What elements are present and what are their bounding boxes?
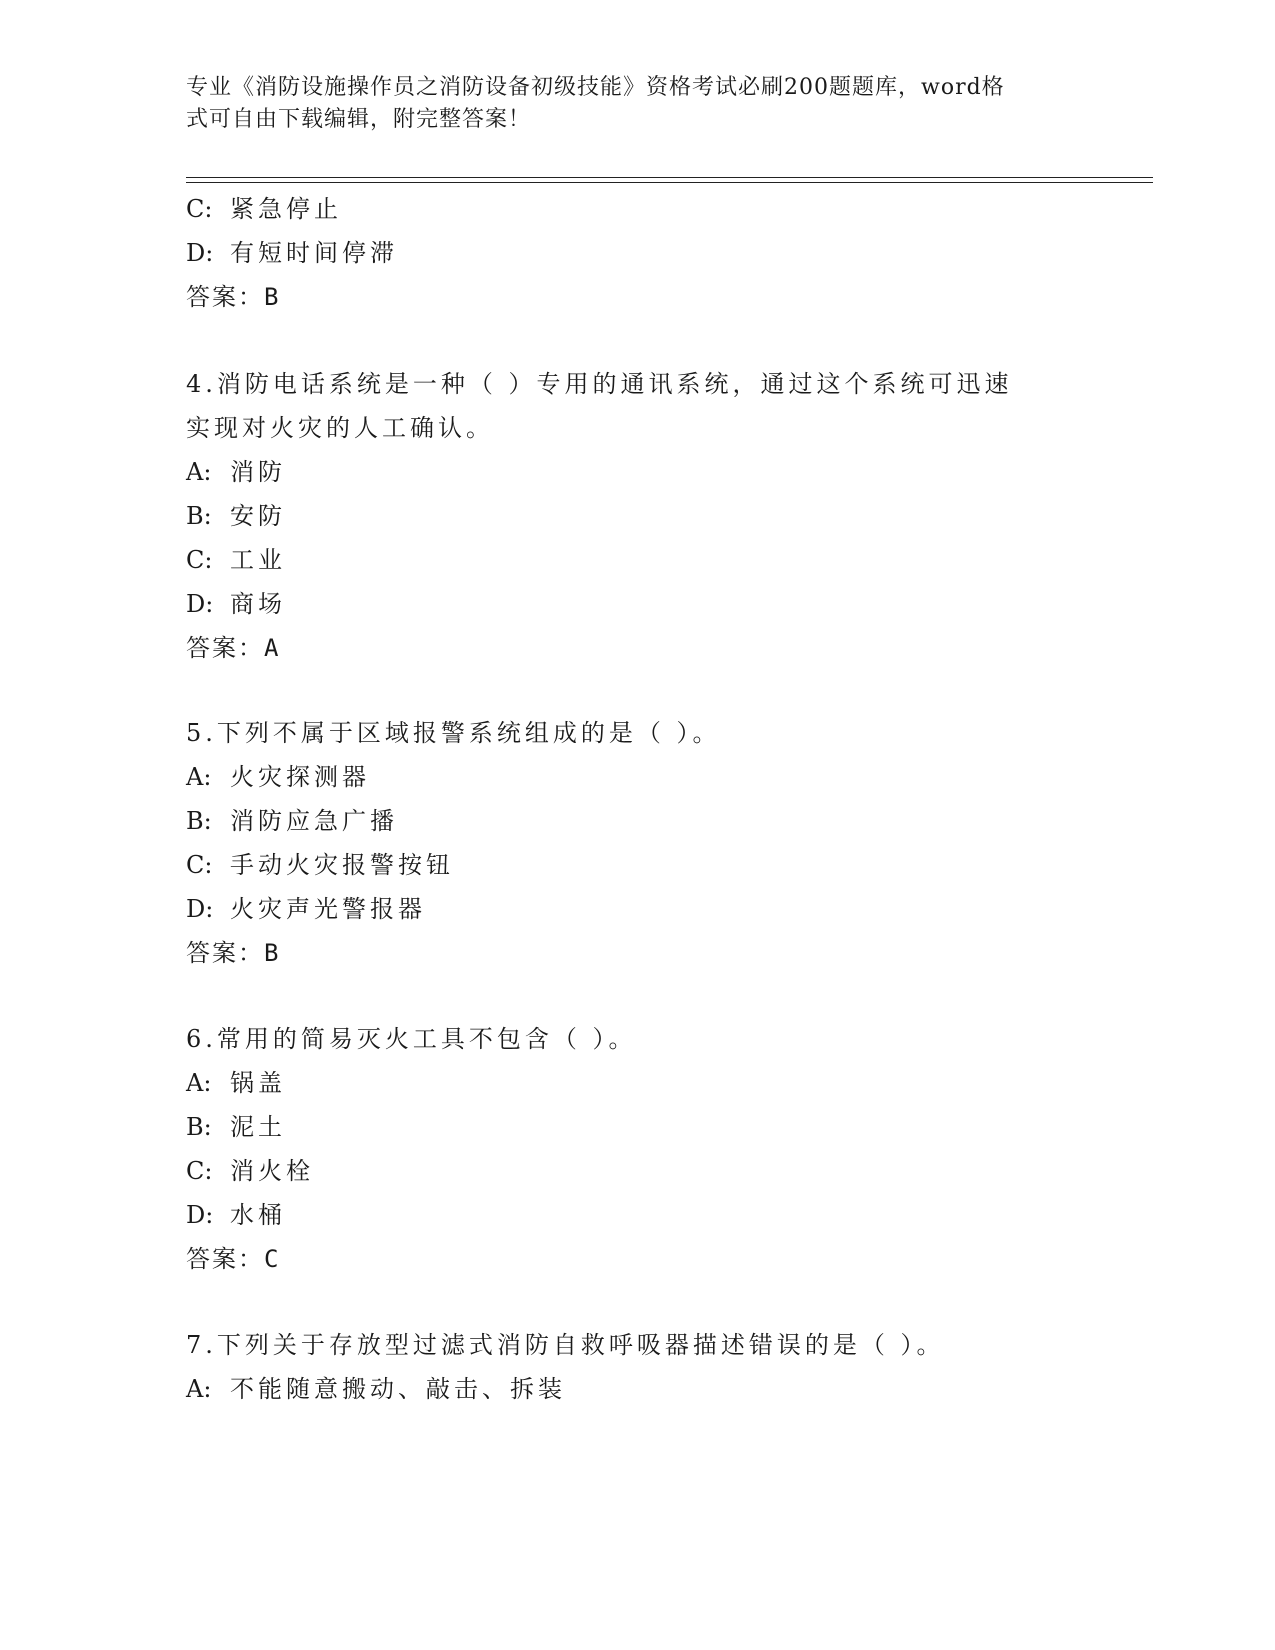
header-divider-bottom: [186, 182, 1153, 183]
option-d: [186, 894, 426, 924]
option-text: 不能随意搬动、敲击、拆装: [230, 1375, 566, 1403]
question-stem-continued: 实现对火灾的人工确认。: [186, 414, 494, 442]
option-letter: B:: [186, 807, 212, 835]
option-letter: C:: [186, 546, 213, 574]
option-a: [186, 762, 370, 792]
answer-label: 答案：: [186, 1245, 264, 1273]
option-text: 火灾声光警报器: [230, 895, 426, 923]
option-text: 消防应急广播: [230, 807, 398, 835]
option-d: [186, 238, 398, 268]
option-text: 消火栓: [230, 1157, 314, 1185]
header-line-1: 专业《消防设施操作员之消防设备初级技能》资格考试必刷200题题库，word格: [186, 75, 1005, 100]
answer: [186, 633, 280, 663]
question-stem: 4.消防电话系统是一种（ ）专用的通讯系统，通过这个系统可迅速: [186, 370, 1013, 398]
option-text: 工业: [230, 546, 286, 574]
answer-value: A: [264, 634, 281, 662]
option-a: [186, 457, 286, 487]
answer-label: 答案：: [186, 283, 264, 311]
option-text: 锅盖: [230, 1069, 286, 1097]
option-b: [186, 1112, 286, 1142]
option-text: 手动火灾报警按钮: [230, 851, 454, 879]
answer: [186, 1244, 280, 1274]
answer-label: 答案：: [186, 634, 264, 662]
option-letter: A:: [186, 1069, 212, 1097]
answer: [186, 938, 280, 968]
option-letter: C:: [186, 195, 213, 223]
option-text: 紧急停止: [230, 195, 342, 223]
option-a: [186, 1374, 566, 1404]
option-letter: C:: [186, 851, 213, 879]
answer-value: B: [264, 283, 281, 311]
option-letter: B:: [186, 1113, 212, 1141]
option-letter: C:: [186, 1157, 213, 1185]
option-text: 火灾探测器: [230, 763, 370, 791]
option-letter: A:: [186, 458, 212, 486]
answer-value: C: [264, 1245, 281, 1273]
header-divider-top: [186, 177, 1153, 178]
option-c: [186, 850, 454, 880]
question-stem: 7.下列关于存放型过滤式消防自救呼吸器描述错误的是（ ）。: [186, 1331, 945, 1359]
option-letter: B:: [186, 502, 212, 530]
option-letter: D:: [186, 1201, 214, 1229]
answer-value: B: [264, 939, 281, 967]
option-b: [186, 501, 286, 531]
option-text: 水桶: [230, 1201, 286, 1229]
document-header: [186, 72, 1086, 136]
option-text: 商场: [230, 590, 286, 618]
option-c: [186, 1156, 314, 1186]
option-letter: D:: [186, 895, 214, 923]
option-d: [186, 589, 286, 619]
option-c: [186, 194, 342, 224]
option-text: 有短时间停滞: [230, 239, 398, 267]
option-a: [186, 1068, 286, 1098]
option-c: [186, 545, 286, 575]
option-text: 泥土: [230, 1113, 286, 1141]
option-d: [186, 1200, 286, 1230]
option-text: 消防: [230, 458, 286, 486]
header-line-2: 式可自由下载编辑，附完整答案！: [186, 107, 532, 132]
option-letter: A:: [186, 1375, 212, 1403]
option-b: [186, 806, 398, 836]
question-stem: 5.下列不属于区域报警系统组成的是（ ）。: [186, 719, 721, 747]
option-letter: D:: [186, 590, 214, 618]
answer-label: 答案：: [186, 939, 264, 967]
answer: [186, 282, 280, 312]
option-letter: A:: [186, 763, 212, 791]
option-letter: D:: [186, 239, 214, 267]
question-stem: 6.常用的简易灭火工具不包含（ ）。: [186, 1025, 637, 1053]
option-text: 安防: [230, 502, 286, 530]
